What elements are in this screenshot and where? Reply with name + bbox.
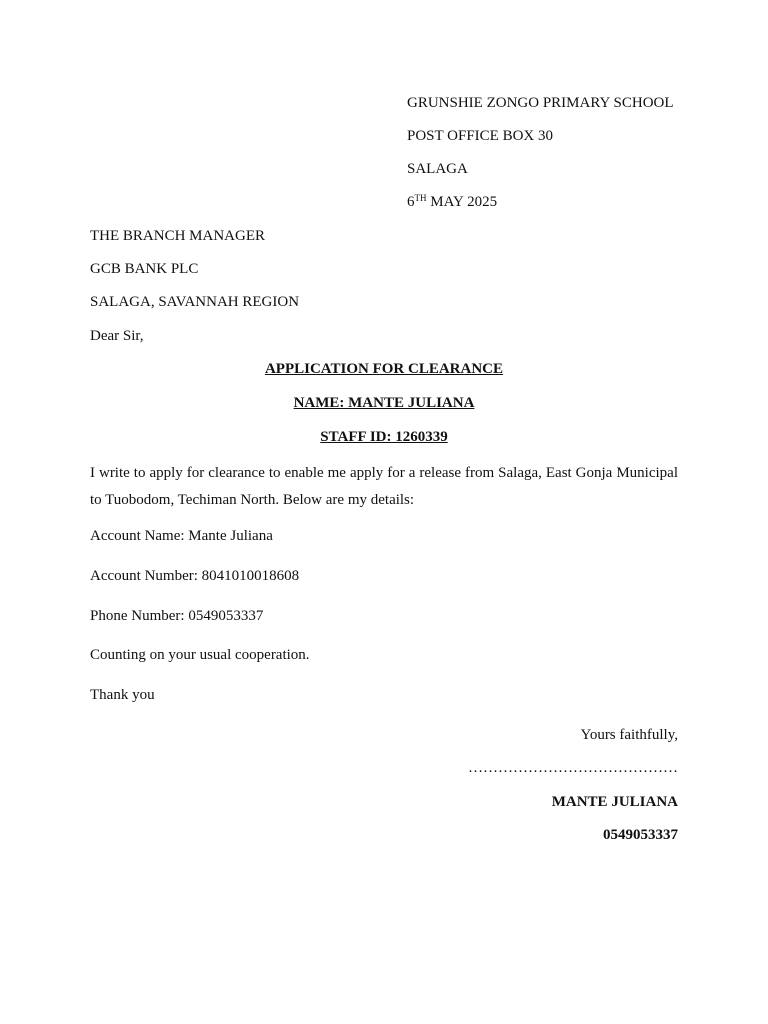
date-rest: MAY 2025 [426,194,498,210]
salutation: Dear Sir, [90,328,144,344]
date-day: 6 [407,194,415,210]
account-number: Account Number: 8041010018608 [90,568,300,584]
signature-line: …………………………………… [468,760,678,776]
staff-id-heading: STAFF ID: 1260339 [320,429,448,445]
sender-town: SALAGA [407,161,468,177]
recipient-title: THE BRANCH MANAGER [90,228,266,244]
account-name: Account Name: Mante Juliana [90,528,273,544]
recipient-bank: GCB BANK PLC [90,261,199,277]
recipient-location: SALAGA, SAVANNAH REGION [90,294,300,310]
date-suffix: TH [414,193,427,203]
letter-date [407,195,497,210]
sender-school: GRUNSHIE ZONGO PRIMARY SCHOOL [407,95,674,111]
signatory-name: MANTE JULIANA [551,794,678,810]
subject-heading: APPLICATION FOR CLEARANCE [264,361,504,377]
applicant-name-heading: NAME: MANTE JULIANA [293,395,475,411]
valediction: Yours faithfully, [580,727,678,743]
sender-address: POST OFFICE BOX 30 [407,128,554,144]
closing-line: Counting on your usual cooperation. [90,647,310,663]
phone-number: Phone Number: 0549053337 [90,608,264,624]
body-paragraph: I write to apply for clearance to enable me apply for a release from Salaga, East Gonja Municipal to Tuobodom, Techiman North. Below are my details: [90,465,678,508]
thanks: Thank you [90,687,155,703]
signatory-phone: 0549053337 [603,827,678,843]
